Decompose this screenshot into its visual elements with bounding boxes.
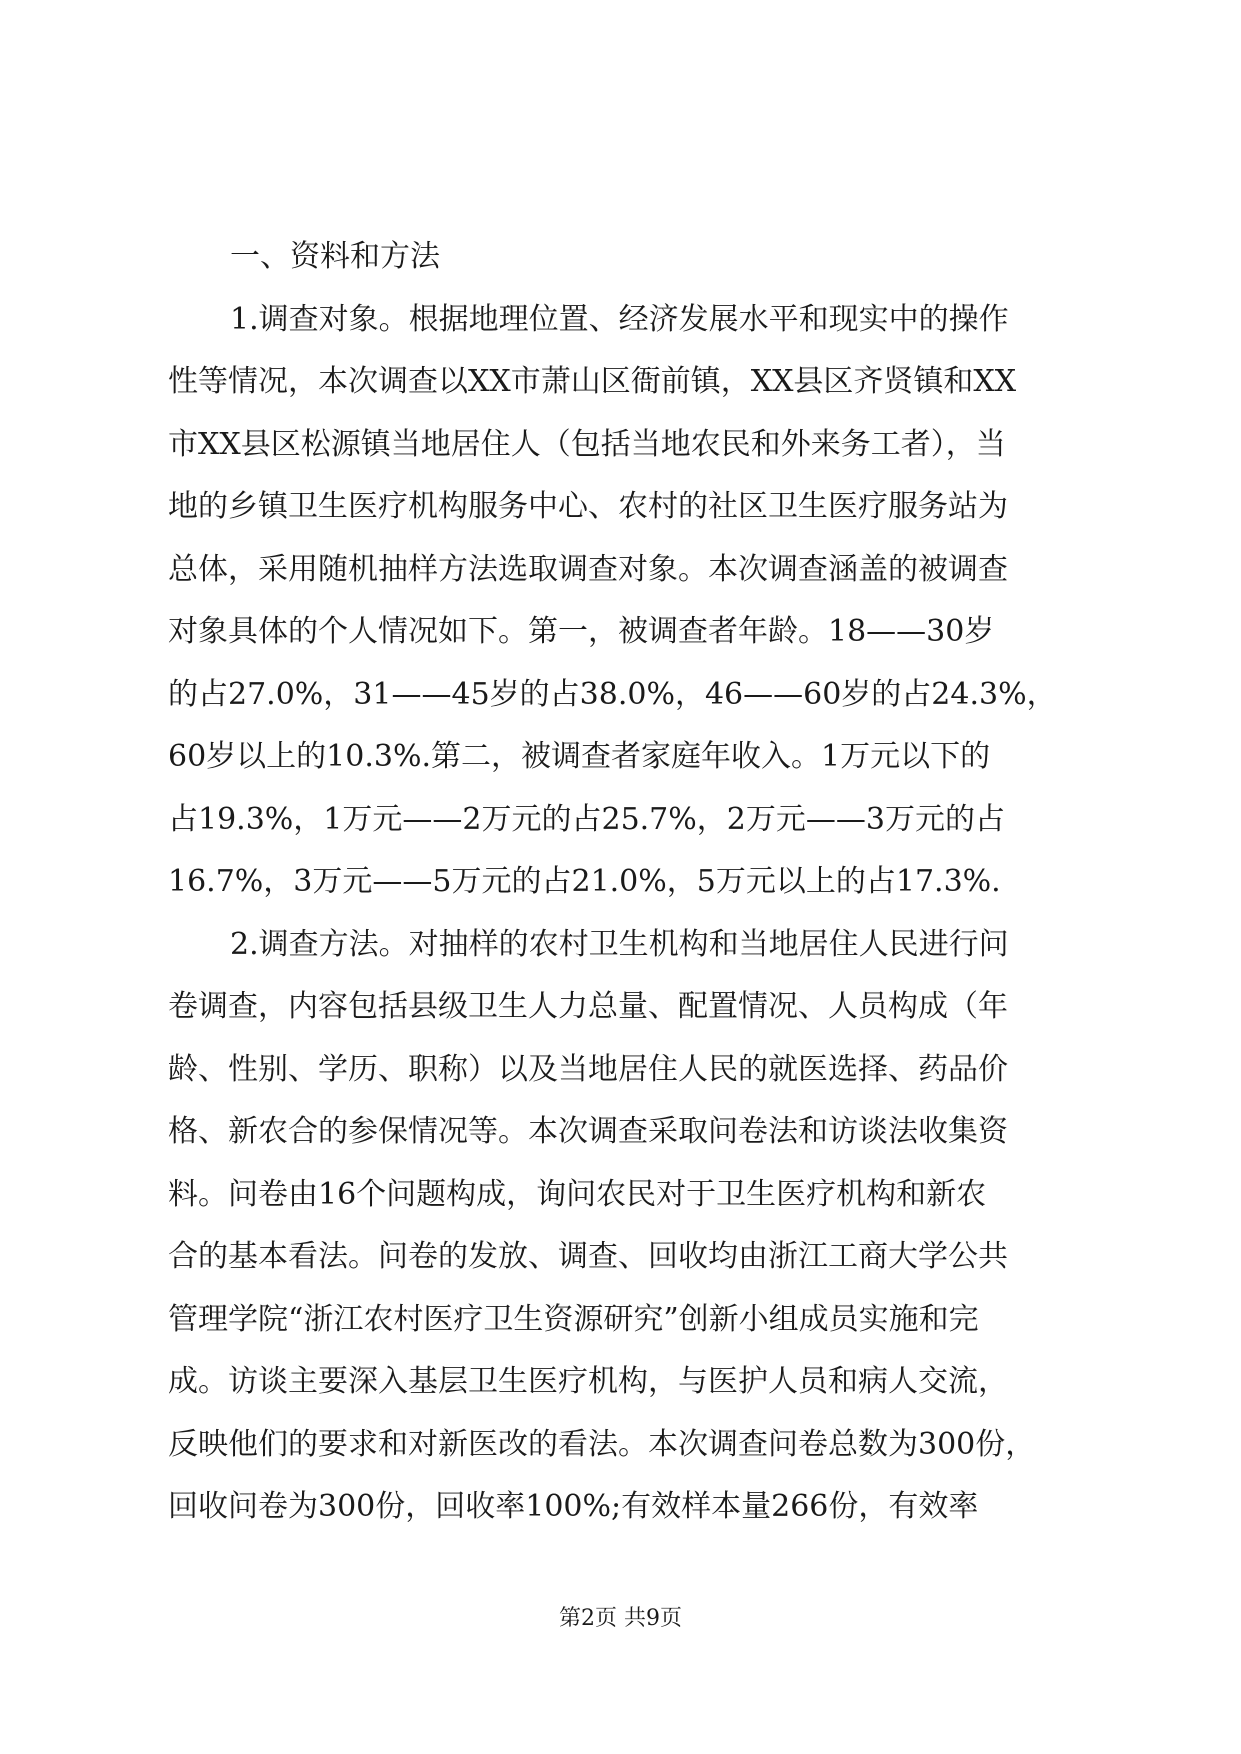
page-number-footer: 第2页 共9页 (559, 1606, 682, 1631)
paragraph-line: 成。访谈主要深入基层卫生医疗机构，与医护人员和病人交流， (168, 1364, 1008, 1399)
paragraph-line: 性等情况，本次调查以XX市萧山区衙前镇，XX县区齐贤镇和XX (168, 364, 1017, 399)
paragraph-line: 管理学院“浙江农村医疗卫生资源研究”创新小组成员实施和完 (168, 1301, 979, 1337)
paragraph-line: 1.调查对象。根据地理位置、经济发展水平和现实中的操作 (230, 301, 1009, 337)
paragraph-line: 的占27.0%，31——45岁的占38.0%，46——60岁的占24.3%， (168, 676, 1057, 712)
paragraph-line: 2.调查方法。对抽样的农村卫生机构和当地居住人民进行问 (230, 926, 1009, 962)
paragraph-line: 地的乡镇卫生医疗机构服务中心、农村的社区卫生医疗服务站为 (168, 489, 1008, 524)
paragraph-line: 总体，采用随机抽样方法选取调查对象。本次调查涵盖的被调查 (168, 551, 1008, 587)
section-heading: 一、资料和方法 (230, 239, 440, 274)
paragraph-line: 占19.3%，1万元——2万元的占25.7%，2万元——3万元的占 (168, 801, 1005, 837)
paragraph-line: 16.7%，3万元——5万元的占21.0%，5万元以上的占17.3%. (168, 864, 1001, 899)
paragraph-line: 格、新农合的参保情况等。本次调查采取问卷法和访谈法收集资 (168, 1114, 1008, 1149)
paragraph-line: 反映他们的要求和对新医改的看法。本次调查问卷总数为300份， (168, 1426, 1036, 1462)
document-body (168, 226, 1078, 1539)
paragraph-line: 对象具体的个人情况如下。第一，被调查者年龄。18——30岁 (168, 614, 995, 649)
paragraph-line: 龄、性别、学历、职称）以及当地居住人民的就医选择、药品价 (168, 1051, 1008, 1087)
paragraph-line: 市XX县区松源镇当地居住人（包括当地农民和外来务工者），当 (168, 426, 1006, 462)
paragraph-survey-methods (168, 914, 1078, 1539)
paragraph-line: 回收问卷为300份，回收率100%;有效样本量266份，有效率 (168, 1489, 979, 1524)
paragraph-line: 料。问卷由16个问题构成，询问农民对于卫生医疗机构和新农 (168, 1176, 987, 1212)
paragraph-line: 60岁以上的10.3%.第二，被调查者家庭年收入。1万元以下的 (168, 739, 991, 774)
paragraph-survey-subjects (168, 289, 1078, 914)
paragraph-line: 卷调查，内容包括县级卫生人力总量、配置情况、人员构成（年 (168, 989, 1008, 1024)
paragraph-line: 合的基本看法。问卷的发放、调查、回收均由浙江工商大学公共 (168, 1239, 1008, 1274)
